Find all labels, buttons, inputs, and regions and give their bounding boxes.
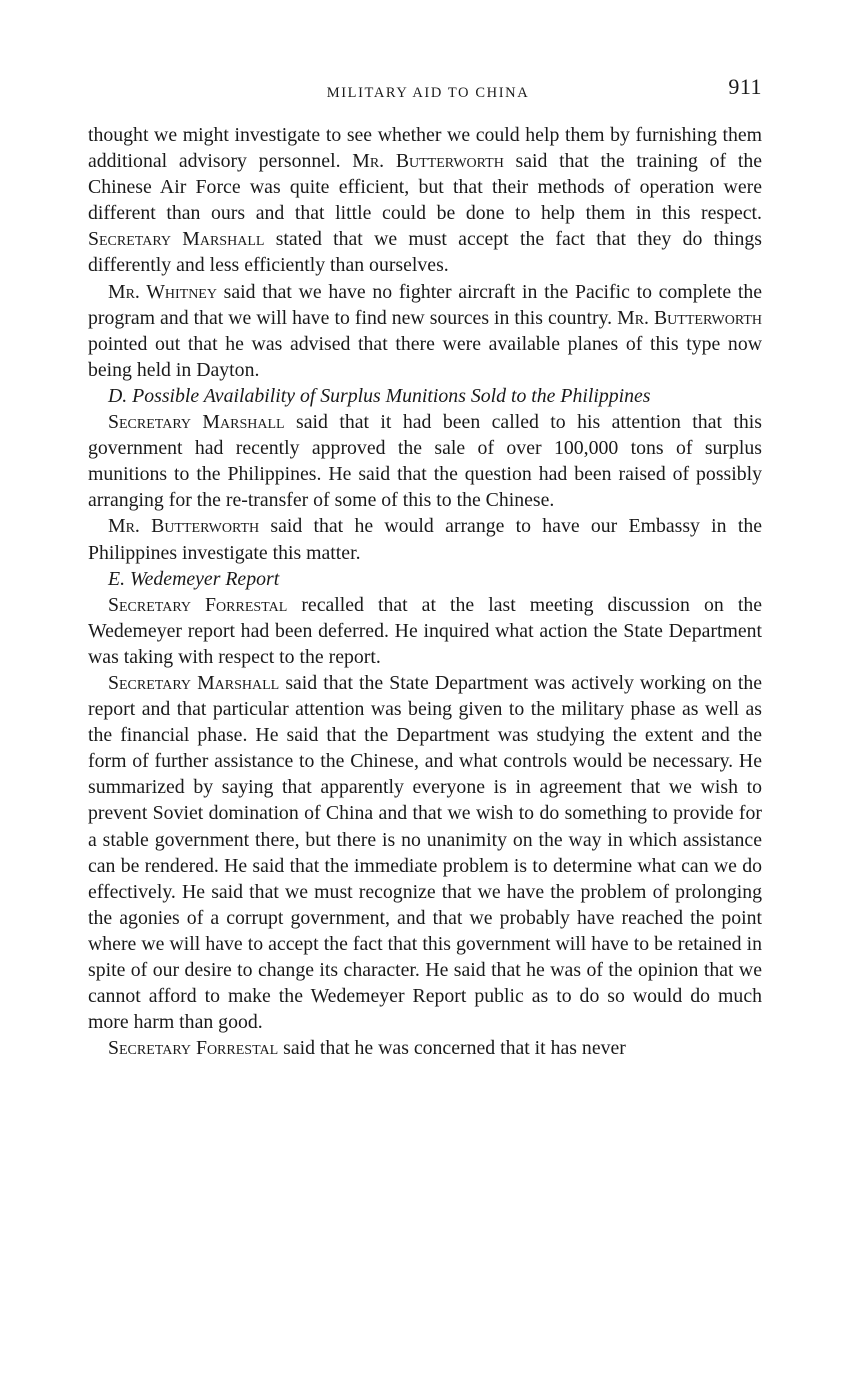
- paragraph-3: [88, 409, 762, 513]
- text-run: said that it had been called to his attention that this government had recently approved the sale of over 100,000 tons of surplus munitions to the Philippines. He said that the question had been raised of possibly arranging for the re-transfer of some of this to the Chinese.: [88, 411, 762, 512]
- speaker-name: Secretary Forrestal: [108, 1037, 279, 1060]
- speaker-name: Secretary Forrestal: [108, 593, 288, 616]
- section-heading-e: E. Wedemeyer Report: [108, 567, 280, 590]
- speaker-name: Secretary Marshall: [108, 671, 280, 694]
- text-run: pointed out that he was advised that there were available planes of this type now being held in Dayton.: [88, 332, 762, 381]
- text-run: thought we might investigate to see whether we could help them by furnishing them additional advisory personnel.: [88, 124, 762, 173]
- paragraph-7: [88, 1035, 762, 1061]
- speaker-name: Mr. Butterworth: [108, 515, 260, 538]
- running-head: MILITARY AID TO CHINA: [326, 85, 530, 101]
- paragraph-6: [88, 670, 762, 1035]
- paragraph-2: [88, 279, 762, 383]
- text-run: said that we have no fighter aircraft in the Pacific to complete the program and that we will have to find new sources in this country.: [88, 280, 762, 329]
- paragraph-4: [88, 513, 762, 565]
- body-text: [88, 122, 762, 1061]
- page-header: [88, 74, 762, 108]
- speaker-name: Mr. Whitney: [108, 280, 217, 303]
- speaker-name: Secretary Marshall: [108, 411, 285, 434]
- section-heading-d: D. Possible Availability of Surplus Munitions Sold to the Philippines: [108, 384, 651, 407]
- paragraph-1: [88, 122, 762, 279]
- text-run: said that he was concerned that it has never: [278, 1037, 626, 1060]
- paragraph-5: [88, 592, 762, 670]
- speaker-name: Secretary Marshall: [88, 228, 265, 251]
- document-page: [88, 74, 762, 1061]
- speaker-name: Mr. Butterworth: [352, 150, 504, 173]
- speaker-name: Mr. Butterworth: [617, 306, 762, 329]
- text-run: said that the training of the Chinese Air Force was quite efficient, but that their methods of operation were different than ours and that little could be done to help them in this respect.: [88, 150, 763, 225]
- text-run: said that the State Department was actively working on the report and that particular attention was being given to the military phase as well as the financial phase. He said that the Department was studying the extent and the form of further assistance to the Chinese, and what controls would be necessary. He summarized by saying that apparently everyone is in agreement that we wish to prevent Soviet domination of China and that we wish to do something to provide for a stable government there, but there is no unanimity on the way in which assistance can be rendered. He said that the immediate problem is to determine what can we do effectively. He said that we must recognize that we have the problem of prolonging the agonies of a corrupt government, and that we probably have reached the point where we will have to accept the fact that this government will have to be retained in spite of our desire to change its character. He said that he was of the opinion that we cannot afford to make the Wedemeyer Report public as to do so would do much more harm than good.: [88, 671, 762, 1034]
- text-run: stated that we must accept the fact that they do things differently and less efficiently than ourselves.: [88, 228, 763, 277]
- text-run: said that he would arrange to have our Embassy in the Philippines investigate this matter.: [88, 515, 762, 564]
- text-run: recalled that at the last meeting discussion on the Wedemeyer report had been deferred. He inquired what action the State Department was taking with respect to the report.: [88, 593, 762, 668]
- page-number: 911: [728, 74, 762, 99]
